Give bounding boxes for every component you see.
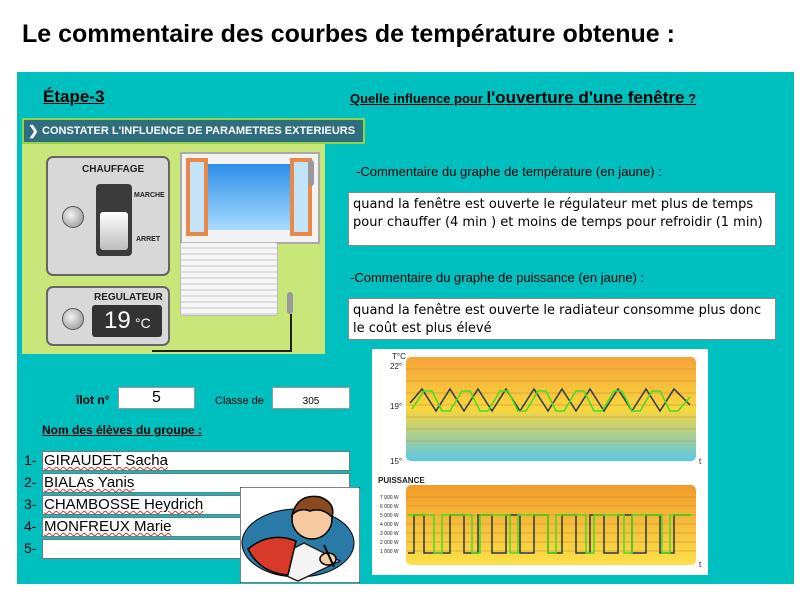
temperature-comment-field[interactable]: quand la fenêtre est ouverte le régulateur met plus de temps pour chauffer (4 min ) et moins de temps pour refroidir (1 min)	[348, 192, 776, 246]
temperature-comment-label: -Commentaire du graphe de température (en jaune) :	[356, 164, 662, 179]
power-t-label: t	[699, 560, 702, 569]
heating-indicator-light	[62, 206, 84, 228]
students-title: Nom des élèves du groupe :	[42, 423, 203, 437]
temp-tick-22: 22°	[390, 362, 403, 371]
power-tick: 5 000 W	[380, 513, 399, 519]
power-tick: 7 000 W	[380, 495, 399, 501]
sensor-probe	[287, 292, 293, 314]
thermometer-probe	[308, 160, 314, 186]
student-number: 3-	[24, 496, 37, 512]
temp-unit-label: T°C	[392, 352, 406, 361]
temp-tick-19: 19°	[390, 402, 403, 411]
student-writing-clipart	[240, 487, 360, 583]
power-tick: 4 000 W	[380, 522, 399, 528]
heating-control	[46, 156, 170, 276]
student-name: MONFREUX Marie	[44, 518, 172, 535]
temp-t-label: t	[699, 457, 702, 466]
question-prefix: Quelle influence pour	[350, 91, 487, 106]
temp-tick-15: 15°	[390, 457, 403, 466]
chevron-right-icon: ❯	[28, 123, 39, 138]
switch-lever	[100, 212, 128, 250]
window-left-shutter	[186, 158, 208, 236]
power-tick: 2 000 W	[380, 540, 399, 546]
power-tick: 6 000 W	[380, 504, 399, 510]
student-number: 2-	[24, 474, 37, 490]
radiator-illustration	[180, 242, 278, 316]
classe-label: Classe de	[215, 395, 264, 407]
arret-label: ARRET	[136, 236, 161, 243]
power-comment-label: -Commentaire du graphe de puissance (en jaune) :	[350, 270, 645, 285]
marche-label: MARCHE	[134, 192, 165, 199]
power-tick: 1 000 W	[380, 549, 399, 555]
question-highlight: l'ouverture d'une fenêtre	[486, 88, 685, 107]
ilot-field[interactable]: 5	[118, 387, 195, 409]
regulateur-label: REGULATEUR	[94, 292, 163, 303]
temperature-plot-area	[406, 357, 696, 461]
curves-graph	[372, 349, 708, 575]
instruction-banner	[22, 118, 365, 144]
regulator-unit: °C	[135, 315, 151, 331]
regulator-value: 19	[104, 307, 131, 334]
cable	[152, 314, 292, 352]
window-sky	[202, 164, 298, 230]
power-comment-field[interactable]: quand la fenêtre est ouverte le radiateur consomme plus donc le coût est plus élevé	[348, 298, 776, 340]
page-title: Le commentaire des courbes de température obtenue :	[22, 20, 675, 48]
student-name: CHAMBOSSE Heydrich	[44, 496, 204, 513]
question-title	[350, 88, 696, 108]
classe-field[interactable]: 305	[272, 387, 350, 409]
window-illustration	[180, 152, 320, 244]
step-title: Étape-3	[43, 87, 105, 106]
student-number: 1-	[24, 452, 37, 468]
power-ticks	[380, 495, 399, 555]
student-name: GIRAUDET Sacha	[44, 452, 168, 469]
regulator-indicator-light	[62, 308, 84, 330]
chauffage-label: CHAUFFAGE	[82, 164, 145, 175]
heating-simulator	[22, 144, 325, 354]
student-number: 4-	[24, 518, 37, 534]
student-number: 5-	[24, 540, 37, 556]
question-suffix: ?	[684, 91, 697, 106]
student-name-field[interactable]	[42, 451, 350, 471]
heating-switch[interactable]	[96, 184, 132, 256]
student-name: BIALAs Yanis	[44, 474, 135, 491]
power-tick: 3 000 W	[380, 531, 399, 537]
power-label: PUISSANCE	[378, 476, 425, 485]
banner-label: CONSTATER L'INFLUENCE DE PARAMETRES EXTERIEURS	[42, 125, 356, 137]
ilot-label: îlot n°	[76, 393, 110, 407]
